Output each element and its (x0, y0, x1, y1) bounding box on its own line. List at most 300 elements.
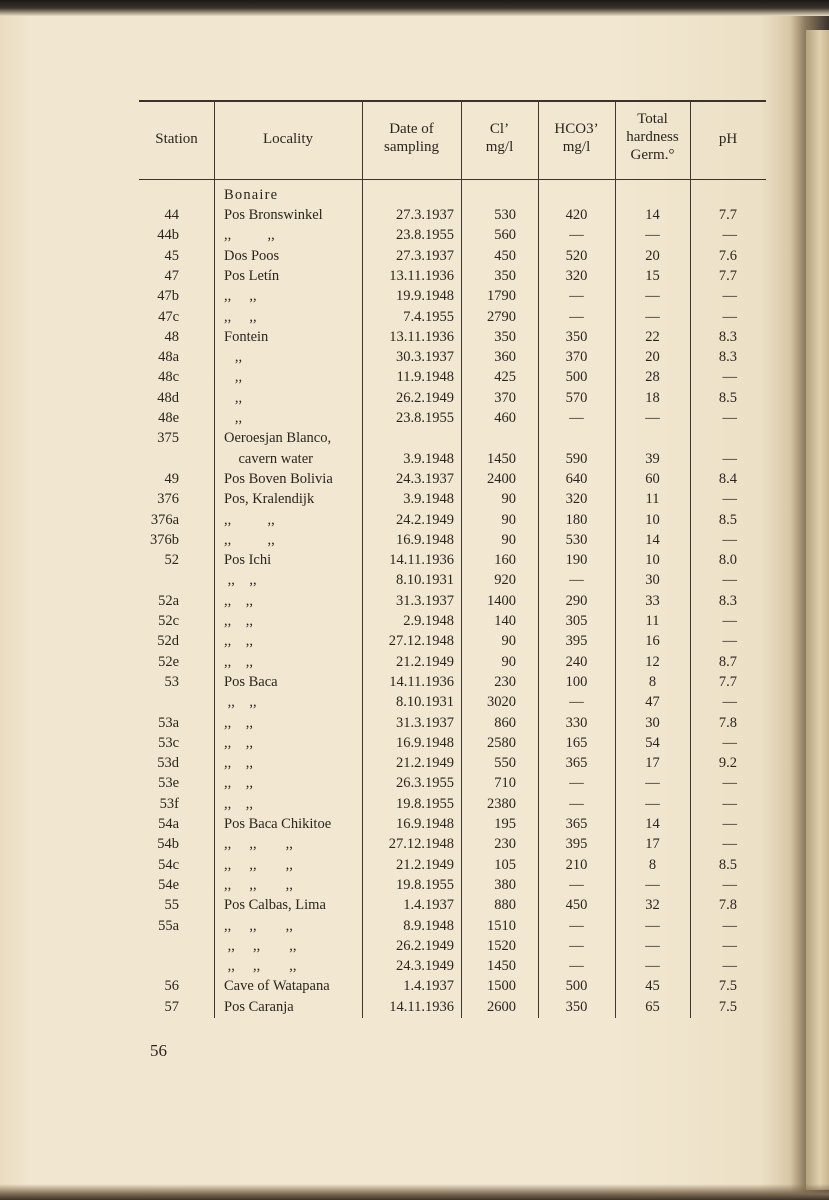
cell-hardness: — (645, 795, 660, 812)
cell-station: 44 (164, 207, 179, 223)
cell-hardness: 65 (645, 998, 660, 1015)
cell-cl: 560 (494, 227, 516, 244)
table-row (139, 611, 766, 631)
cell-locality: ,, ,, (224, 531, 275, 548)
cell-date: 16.9.1948 (396, 531, 454, 548)
cell-hco3: 240 (565, 653, 588, 670)
cell-cl: 370 (494, 389, 516, 406)
header-hardness-line1: Total (637, 111, 668, 127)
cell-hco3: — (569, 876, 584, 893)
table-header-rule (139, 179, 766, 180)
cell-station: 47c (158, 308, 179, 325)
cell-locality: ,, ,, (224, 511, 275, 528)
page-bottom-shadow (0, 1184, 829, 1200)
cell-hardness: 18 (645, 389, 660, 406)
cell-date: 27.12.1948 (388, 836, 454, 853)
cell-cl: 350 (494, 328, 516, 345)
cell-station: 45 (164, 247, 179, 264)
cell-station: 55 (164, 897, 179, 914)
cell-station: 48e (158, 410, 179, 426)
cell-hardness: 20 (645, 349, 660, 366)
cell-cl: 860 (494, 714, 516, 731)
header-date (362, 120, 461, 156)
cell-station: 52a (158, 592, 179, 609)
facing-page-edge (806, 30, 829, 1190)
cell-ph: 8.7 (718, 653, 737, 670)
table-row (139, 388, 766, 408)
cell-station: 52c (158, 613, 179, 629)
table-row (139, 408, 766, 428)
cell-ph: — (722, 876, 737, 893)
cell-cl: 380 (494, 876, 516, 893)
cell-station: 48d (157, 389, 179, 406)
table-row (139, 773, 766, 793)
cell-date: 19.8.1955 (396, 876, 454, 893)
cell-cl: 195 (494, 816, 516, 832)
cell-station: 376 (157, 491, 179, 508)
cell-date: 26.3.1955 (396, 775, 454, 792)
cell-hco3: 365 (565, 755, 588, 772)
table-row (139, 510, 766, 530)
cell-station: 53f (159, 795, 179, 812)
cell-station: 48c (158, 369, 179, 386)
cell-hco3: 165 (565, 734, 588, 751)
cell-cl: 230 (494, 673, 516, 690)
cell-ph: 7.8 (718, 714, 737, 731)
table-row (139, 814, 766, 834)
cell-hco3: 570 (565, 389, 588, 406)
cell-station: 53d (157, 755, 179, 772)
cell-date: 27.12.1948 (388, 633, 454, 650)
cell-date: 16.9.1948 (396, 734, 454, 751)
cell-hco3: 330 (565, 714, 588, 731)
cell-station: 53a (158, 714, 179, 731)
cell-hco3: — (569, 795, 584, 812)
table-row (139, 225, 766, 245)
cell-ph: — (722, 937, 737, 954)
cell-date: 14.11.1936 (389, 998, 454, 1015)
cell-date: 21.2.1949 (396, 653, 454, 670)
cell-date: 14.11.1936 (389, 552, 454, 569)
cell-hco3: 320 (565, 491, 588, 508)
header-cl (461, 120, 538, 156)
cell-hco3: 305 (565, 613, 588, 629)
cell-ph: — (722, 450, 737, 467)
cell-date: 23.8.1955 (396, 227, 454, 244)
cell-ph: 8.3 (718, 592, 737, 609)
cell-hco3: 420 (565, 207, 588, 223)
header-locality (214, 130, 362, 148)
cell-station: 52d (157, 633, 179, 650)
cell-locality: ,, ,, (224, 714, 253, 731)
cell-locality: Pos Calbas, Lima (224, 897, 326, 914)
cell-date: 8.9.1948 (403, 917, 454, 934)
cell-date: 26.2.1949 (396, 389, 454, 406)
cell-ph: 8.5 (718, 389, 737, 406)
cell-locality: Fontein (224, 328, 269, 345)
cell-ph: — (722, 836, 737, 853)
cell-ph: 8.5 (718, 856, 737, 873)
cell-cl: 2790 (487, 308, 516, 325)
cell-ph: 7.7 (718, 207, 737, 223)
cell-hco3: — (569, 227, 584, 244)
cell-hco3: 395 (565, 836, 588, 853)
cell-cl: 880 (494, 897, 516, 914)
cell-station: 48 (164, 328, 179, 345)
cell-locality: Pos, Kralendijk (224, 491, 315, 508)
cell-cl: 450 (494, 247, 516, 264)
cell-station: 48a (158, 349, 179, 366)
table-row (139, 956, 766, 976)
table-row (139, 733, 766, 753)
cell-hardness: 30 (645, 572, 660, 589)
cell-station: 375 (157, 430, 179, 447)
cell-hardness: 17 (645, 755, 660, 772)
cell-date: 11.9.1948 (396, 369, 454, 386)
cell-locality: ,, ,, (224, 227, 275, 244)
cell-date: 7.4.1955 (403, 308, 454, 325)
cell-locality: ,, ,, (224, 694, 257, 711)
cell-ph: — (722, 694, 737, 711)
cell-hardness: — (645, 308, 660, 325)
cell-locality: ,, ,, (224, 592, 253, 609)
cell-hardness: 30 (645, 714, 660, 731)
cell-hardness: 16 (645, 633, 660, 650)
header-hco3-line1: HCO3’ (554, 121, 599, 137)
cell-ph: — (722, 816, 737, 832)
table-row (139, 550, 766, 570)
cell-locality: ,, (224, 369, 243, 386)
cell-hardness: 45 (645, 978, 660, 995)
cell-cl: 90 (501, 653, 516, 670)
table-row (139, 469, 766, 489)
cell-locality: ,, ,, (224, 795, 253, 812)
cell-date: 27.3.1937 (396, 207, 454, 223)
cell-hardness: 20 (645, 247, 660, 264)
cell-hardness: 60 (645, 470, 660, 487)
cell-locality: Pos Bronswinkel (224, 207, 323, 223)
cell-cl: 105 (494, 856, 516, 873)
header-hardness-line2: hardness (626, 129, 679, 145)
cell-hardness: 33 (645, 592, 660, 609)
cell-cl: 1400 (487, 592, 516, 609)
cell-hco3: — (569, 694, 584, 711)
cell-station: 376b (150, 531, 179, 548)
cell-cl: 1450 (487, 958, 516, 975)
cell-locality: ,, ,, (224, 775, 253, 792)
cell-date: 1.4.1937 (403, 978, 454, 995)
cell-hco3: 190 (565, 552, 588, 569)
cell-cl: 2600 (487, 998, 516, 1015)
cell-ph: — (722, 288, 737, 305)
cell-ph: — (722, 572, 737, 589)
cell-station: 54a (158, 816, 179, 832)
cell-hco3: — (569, 410, 584, 426)
cell-hardness: — (645, 937, 660, 954)
table-row (139, 489, 766, 509)
header-station-text: Station (155, 131, 198, 147)
cell-cl: 1450 (487, 450, 516, 467)
cell-ph: 9.2 (718, 755, 737, 772)
cell-date: 1.4.1937 (403, 897, 454, 914)
table-row (139, 875, 766, 895)
cell-date: 14.11.1936 (389, 673, 454, 690)
cell-hco3: 640 (565, 470, 588, 487)
cell-hco3: — (569, 288, 584, 305)
cell-hardness: 14 (645, 816, 660, 832)
cell-station: 47 (164, 267, 179, 284)
cell-hardness: 11 (645, 613, 660, 629)
cell-cl: 425 (494, 369, 516, 386)
cell-date: 13.11.1936 (389, 267, 454, 284)
cell-ph: — (722, 958, 737, 975)
table-row (139, 347, 766, 367)
table-row (139, 286, 766, 306)
cell-date: 3.9.1948 (403, 450, 454, 467)
table-row (139, 266, 766, 286)
cell-locality: Dos Poos (224, 247, 280, 264)
header-station (139, 130, 214, 148)
cell-cl: 550 (494, 755, 516, 772)
cell-hardness: 11 (645, 491, 660, 508)
cell-locality: ,, ,, (224, 288, 257, 305)
cell-ph: — (722, 308, 737, 325)
cell-locality: Pos Caranja (224, 998, 294, 1015)
cell-hco3: 180 (565, 511, 588, 528)
cell-station: 53e (158, 775, 179, 792)
cell-cl: 3020 (487, 694, 516, 711)
cell-hardness: 14 (645, 531, 660, 548)
table-row (139, 895, 766, 915)
cell-cl: 710 (494, 775, 516, 792)
cell-date: 8.10.1931 (396, 694, 454, 711)
cell-station: 53 (164, 673, 179, 690)
cell-station: 57 (164, 998, 179, 1015)
cell-locality: ,, ,, (224, 633, 253, 650)
cell-ph: — (722, 633, 737, 650)
cell-locality: Pos Baca Chikitoe (224, 816, 332, 832)
cell-station: 54b (157, 836, 179, 853)
cell-hardness: — (645, 876, 660, 893)
table-row (139, 652, 766, 672)
cell-hardness: 8 (648, 856, 657, 873)
cell-hco3: — (569, 775, 584, 792)
cell-hardness: 15 (645, 267, 660, 284)
cell-hardness: — (645, 227, 660, 244)
table-row (139, 307, 766, 327)
table-row (139, 428, 766, 448)
cell-ph: 8.4 (718, 470, 737, 487)
section-label: Bonaire (224, 187, 279, 203)
cell-date: 16.9.1948 (396, 816, 454, 832)
header-cl-line1: Cl’ (489, 121, 510, 137)
cell-locality: Pos Boven Bolivia (224, 470, 333, 487)
cell-ph: — (722, 775, 737, 792)
cell-station: 47b (157, 288, 179, 305)
cell-cl: 160 (494, 552, 516, 569)
cell-locality: ,, ,, (224, 653, 253, 670)
table-row (139, 570, 766, 590)
cell-date: 3.9.1948 (403, 491, 454, 508)
table-row (139, 205, 766, 225)
cell-hco3: 590 (565, 450, 588, 467)
cell-ph: — (722, 795, 737, 812)
cell-ph: — (722, 227, 737, 244)
table-row (139, 591, 766, 611)
table-row (139, 692, 766, 712)
cell-station: 55a (158, 917, 179, 934)
cell-ph: — (722, 369, 737, 386)
cell-locality: Oeroesjan Blanco, (224, 430, 332, 447)
cell-locality: cavern water (224, 450, 313, 467)
page-top-shadow (0, 0, 829, 16)
table-row (139, 834, 766, 854)
cell-locality: ,, ,, ,, (224, 917, 293, 934)
cell-cl: 920 (494, 572, 516, 589)
cell-locality: ,, ,, (224, 734, 253, 751)
header-date-line1: Date of (389, 121, 434, 137)
cell-hco3: 290 (565, 592, 588, 609)
cell-locality: Pos Ichi (224, 552, 272, 569)
cell-hardness: 54 (645, 734, 660, 751)
cell-hco3: 370 (565, 349, 588, 366)
cell-ph: 8.3 (718, 328, 737, 345)
cell-date: 30.3.1937 (396, 349, 454, 366)
cell-hardness: 28 (645, 369, 660, 386)
cell-locality: ,, ,, ,, (224, 836, 293, 853)
cell-ph: 7.6 (718, 247, 737, 264)
cell-date: 24.3.1937 (396, 470, 454, 487)
cell-ph: — (722, 613, 737, 629)
cell-station: 376a (150, 511, 179, 528)
cell-hardness: 8 (648, 673, 657, 690)
cell-date: 2.9.1948 (403, 613, 454, 629)
cell-station: 52 (164, 552, 179, 569)
cell-cl: 90 (501, 491, 516, 508)
cell-cl: 90 (501, 633, 516, 650)
cell-ph: 8.0 (718, 552, 737, 569)
table-row (139, 530, 766, 550)
cell-cl: 530 (494, 207, 516, 223)
cell-station: 53c (158, 734, 179, 751)
cell-hardness: — (645, 775, 660, 792)
cell-cl: 90 (501, 531, 516, 548)
cell-ph: — (722, 917, 737, 934)
cell-date: 13.11.1936 (389, 328, 454, 345)
cell-hco3: 500 (565, 369, 588, 386)
cell-locality: ,, ,, ,, (224, 958, 297, 975)
cell-hardness: 10 (645, 552, 660, 569)
cell-hardness: 32 (645, 897, 660, 914)
cell-hardness: 17 (645, 836, 660, 853)
cell-ph: 7.7 (718, 673, 737, 690)
cell-ph: — (722, 734, 737, 751)
cell-date: 19.8.1955 (396, 795, 454, 812)
cell-station: 54c (158, 856, 179, 873)
cell-hco3: 210 (565, 856, 588, 873)
cell-hco3: 350 (565, 998, 588, 1015)
cell-date: 26.2.1949 (396, 937, 454, 954)
cell-date: 31.3.1937 (396, 714, 454, 731)
cell-hco3: — (569, 917, 584, 934)
cell-ph: — (722, 410, 737, 426)
header-hco3 (538, 120, 615, 156)
cell-cl: 2400 (487, 470, 516, 487)
page-number: 56 (150, 1041, 167, 1060)
cell-station: 49 (164, 470, 179, 487)
header-hardness (615, 110, 690, 164)
table-row (139, 631, 766, 651)
cell-cl: 460 (494, 410, 516, 426)
cell-locality: Pos Letín (224, 267, 280, 284)
table-row (139, 449, 766, 469)
cell-station: 52e (158, 653, 179, 670)
cell-hco3: — (569, 958, 584, 975)
cell-station: 44b (157, 227, 179, 244)
cell-hco3: 500 (565, 978, 588, 995)
cell-date: 21.2.1949 (396, 755, 454, 772)
cell-hardness: 12 (645, 653, 660, 670)
cell-cl: 1510 (487, 917, 516, 934)
cell-station: 54e (158, 876, 179, 893)
cell-hco3: 395 (565, 633, 588, 650)
table-row (139, 976, 766, 996)
cell-locality: ,, ,, (224, 572, 257, 589)
cell-hco3: 450 (565, 897, 588, 914)
cell-hardness: — (645, 288, 660, 305)
cell-date: 24.3.1949 (396, 958, 454, 975)
cell-ph: 8.3 (718, 349, 737, 366)
cell-locality: ,, ,, (224, 308, 257, 325)
cell-hco3: — (569, 308, 584, 325)
cell-locality: ,, (224, 389, 243, 406)
cell-hardness: 10 (645, 511, 660, 528)
cell-cl: 1790 (487, 288, 516, 305)
cell-ph: 7.8 (718, 897, 737, 914)
cell-ph: 7.5 (718, 998, 737, 1015)
cell-locality: ,, (224, 410, 243, 426)
cell-date: 31.3.1937 (396, 592, 454, 609)
cell-date: 23.8.1955 (396, 410, 454, 426)
cell-hardness: 22 (645, 328, 660, 345)
cell-ph: 7.5 (718, 978, 737, 995)
cell-locality: ,, (224, 349, 243, 366)
cell-hardness: — (645, 958, 660, 975)
table-row (139, 916, 766, 936)
table-row (139, 246, 766, 266)
header-ph (690, 130, 766, 148)
header-locality-text: Locality (263, 131, 313, 147)
table-row (139, 327, 766, 347)
cell-locality: ,, ,, ,, (224, 856, 293, 873)
cell-cl: 360 (494, 349, 516, 366)
table-row (139, 713, 766, 733)
cell-hco3: 530 (565, 531, 588, 548)
cell-ph: — (722, 491, 737, 508)
table-row (139, 794, 766, 814)
cell-ph: 8.5 (718, 511, 737, 528)
table-top-rule (139, 100, 766, 102)
cell-hco3: 100 (565, 673, 588, 690)
cell-date: 27.3.1937 (396, 247, 454, 264)
table-row (139, 936, 766, 956)
header-date-line2: sampling (384, 139, 439, 155)
cell-hco3: 320 (565, 267, 588, 284)
cell-hardness: — (645, 917, 660, 934)
cell-ph: 7.7 (718, 267, 737, 284)
cell-hardness: — (645, 410, 660, 426)
cell-locality: ,, ,, ,, (224, 876, 293, 893)
